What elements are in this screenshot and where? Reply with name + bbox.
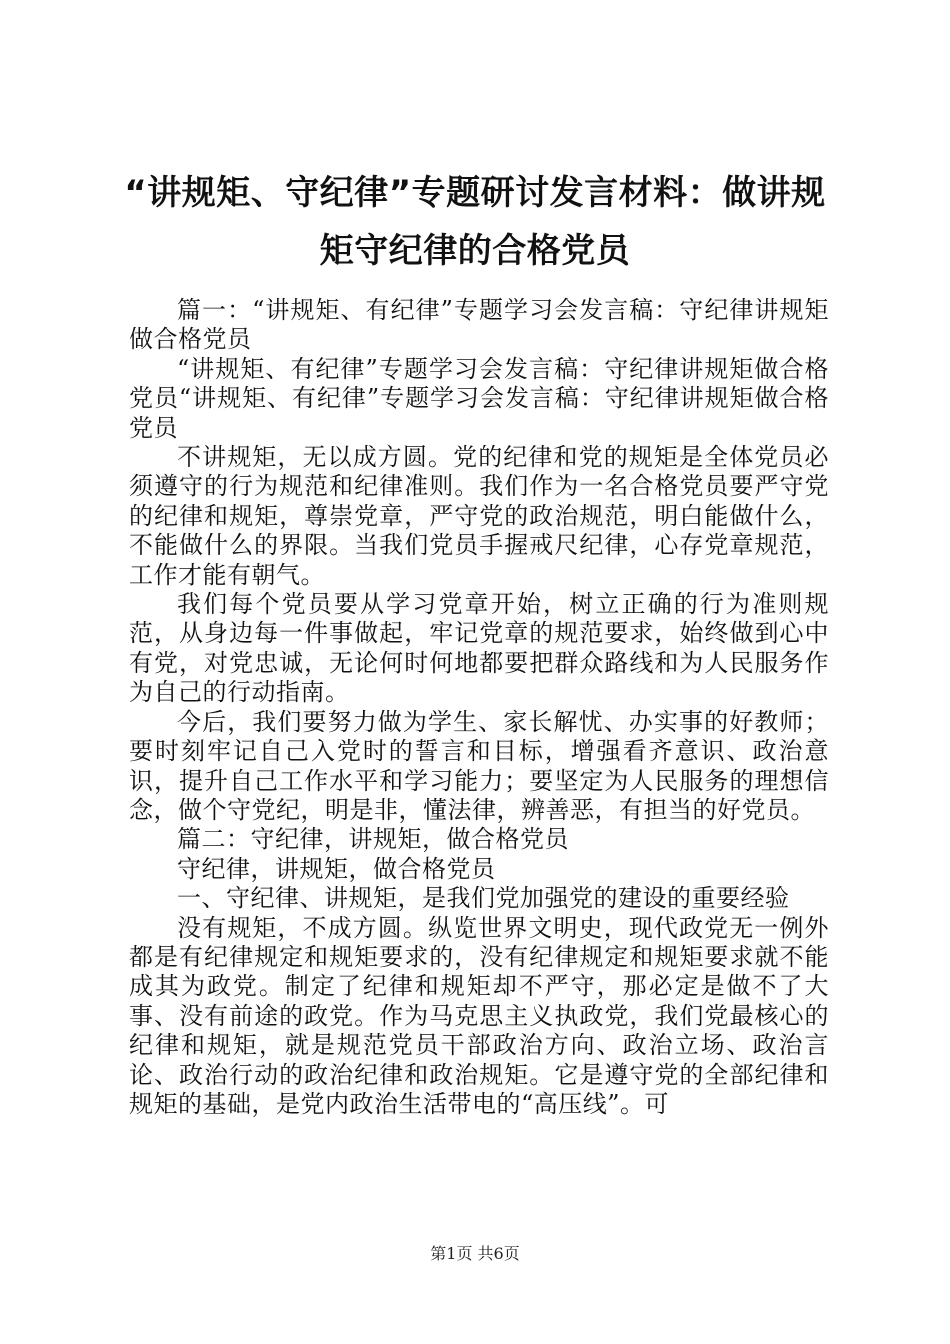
paragraph-section-one-heading: 篇一：“讲规矩、有纪律”专题学习会发言稿：守纪律讲规矩做合格党员: [129, 296, 829, 354]
paragraph-future-goals: 今后，我们要努力做为学生、家长解忧、办实事的好教师；要时刻牢记自己入党时的誓言和目标，增强看齐意识、政治意识，提升自己工作水平和学习能力；要坚定为人民服务的理想信念，做个守党纪，明是非，懂法律，辨善恶，有担当的好党员。: [129, 707, 829, 824]
paragraph-rules-intro: 不讲规矩，无以成方圆。党的纪律和党的规矩是全体党员必须遵守的行为规范和纪律准则。我们作为一名合格党员要严守党的纪律和规矩，尊崇党章，严守党的政治规范，明白能做什么，不能做什么的界限。当我们党员手握戒尺纪律，心存党章规范，工作才能有朝气。: [129, 443, 829, 589]
paragraph-section-one-subtitle: “讲规矩、有纪律”专题学习会发言稿：守纪律讲规矩做合格党员“讲规矩、有纪律”专题学习会发言稿：守纪律讲规矩做合格党员: [129, 354, 829, 442]
page-footer: 第1页 共6页: [430, 1244, 520, 1263]
document-title: “讲规矩、守纪律”专题研讨发言材料：做讲规矩守纪律的合格党员: [124, 173, 826, 271]
paragraph-no-rules: 没有规矩，不成方圆。纵览世界文明史，现代政党无一例外都是有纪律规定和规矩要求的，没有纪律规定和规矩要求就不能成其为政党。制定了纪律和规矩却不严守，那必定是做不了大事、没有前途的政党。作为马克思主义执政党，我们党最核心的纪律和规矩，就是规范党员干部政治方向、政治立场、政治言论、政治行动的政治纪律和政治规矩。它是遵守党的全部纪律和规矩的基础，是党内政治生活带电的“高压线”。可: [129, 913, 829, 1118]
document-body: [129, 296, 829, 1119]
paragraph-section-two-subtitle: 守纪律，讲规矩，做合格党员: [177, 854, 496, 883]
paragraph-party-constitution: 我们每个党员要从学习党章开始，树立正确的行为准则规范，从身边每一件事做起，牢记党章的规范要求，始终做到心中有党，对党忠诚，无论何时何地都要把群众路线和为人民服务作为自己的行动指南。: [129, 590, 829, 707]
paragraph-subheading-one: 一、守纪律、讲规矩，是我们党加强党的建设的重要经验: [177, 884, 790, 913]
paragraph-section-two-heading: 篇二：守纪律，讲规矩，做合格党员: [177, 825, 569, 854]
